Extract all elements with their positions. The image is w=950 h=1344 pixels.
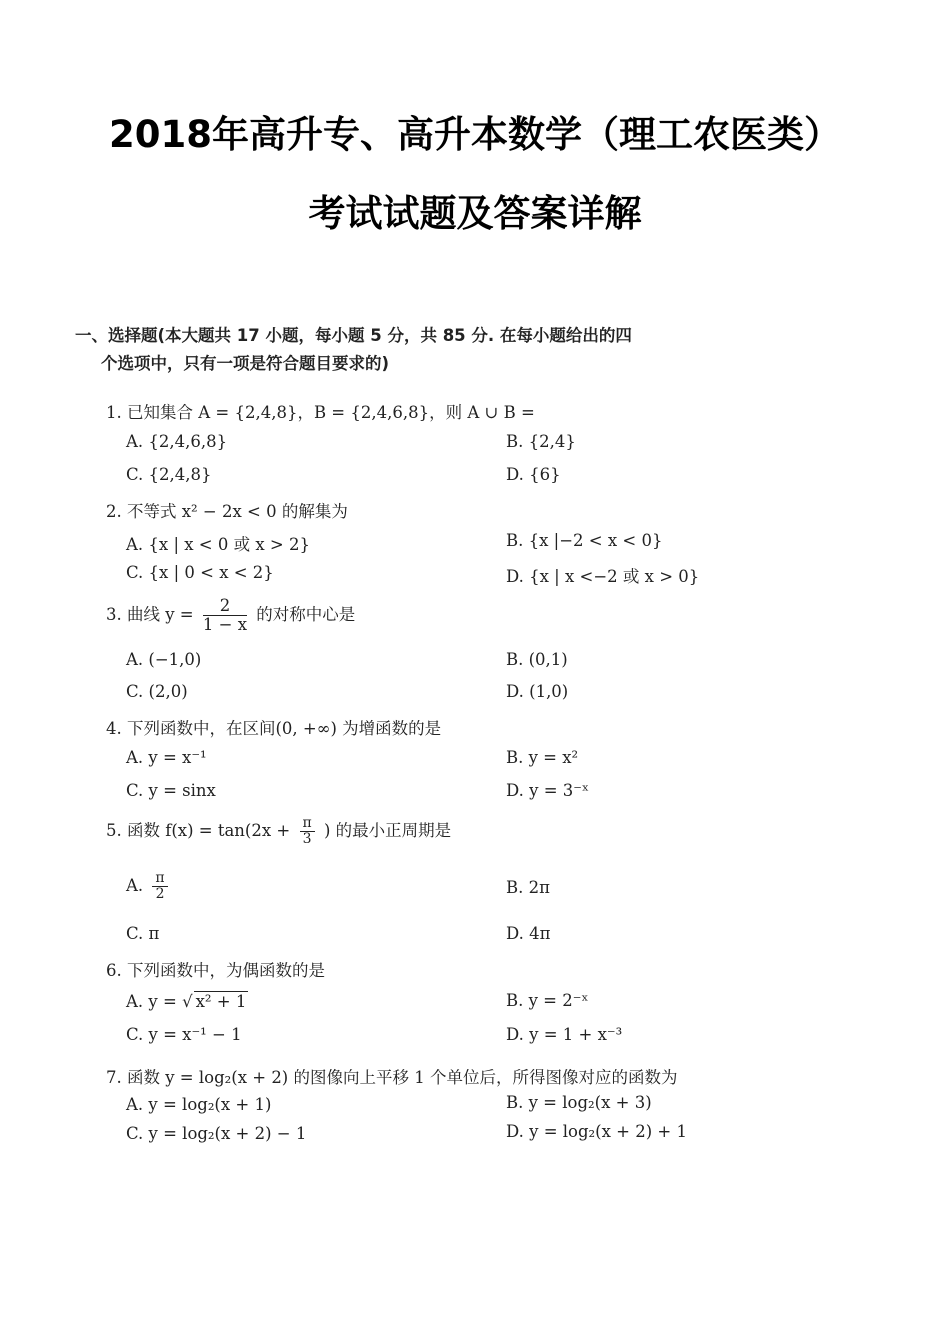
sqrt-symbol: √ — [182, 992, 193, 1011]
question-7-option-a: A. y = log₂(x + 1) — [126, 1095, 272, 1114]
question-5-option-a-fraction — [152, 871, 167, 902]
question-2-option-c: C. {x | 0 < x < 2} — [126, 563, 274, 582]
question-4-option-b: B. y = x² — [506, 748, 579, 767]
section-heading — [75, 322, 695, 378]
question-1-option-d: D. {6} — [506, 465, 561, 484]
question-6-option-b: B. y = 2⁻ˣ — [506, 991, 589, 1010]
question-7-option-d: D. y = log₂(x + 2) + 1 — [506, 1122, 687, 1141]
question-3-option-d: D. (1,0) — [506, 682, 569, 701]
question-6-option-d: D. y = 1 + x⁻³ — [506, 1025, 623, 1044]
question-5-option-b: B. 2π — [506, 878, 550, 897]
question-5-stem-suffix: ) 的最小正周期是 — [323, 821, 452, 840]
question-3-fraction-numerator: 2 — [203, 597, 247, 616]
question-6-option-a-label: A. y = — [126, 992, 177, 1011]
question-3-fraction-denominator: 1 − x — [202, 615, 247, 634]
question-5-fraction-denominator: 3 — [302, 831, 312, 847]
question-3-option-a: A. (−1,0) — [126, 650, 202, 669]
section-heading-line-1: 一、选择题(本大题共 17 小题，每小题 5 分，共 85 分. 在每小题给出的四 — [75, 326, 632, 345]
question-7-stem: 7. 函数 y = log₂(x + 2) 的图像向上平移 1 个单位后，所得图像对应的函数为 — [106, 1068, 678, 1087]
question-2-stem: 2. 不等式 x² − 2x < 0 的解集为 — [106, 502, 348, 521]
question-6-option-a-radicand: x² + 1 — [195, 992, 247, 1011]
question-5-option-a — [126, 871, 172, 902]
question-1-stem: 1. 已知集合 A = {2,4,8}，B = {2,4,6,8}，则 A ∪ B = — [106, 403, 535, 422]
question-4-option-c: C. y = sinx — [126, 781, 216, 800]
document-title-line-2: 考试试题及答案详解 — [308, 192, 642, 235]
question-3-option-c: C. (2,0) — [126, 682, 188, 701]
question-5-fraction — [300, 816, 315, 847]
question-2-option-b: B. {x |−2 < x < 0} — [506, 531, 663, 550]
document-title-line-1: 2018年高升专、高升本数学（理工农医类） — [109, 113, 841, 156]
question-6-stem: 6. 下列函数中，为偶函数的是 — [106, 961, 325, 980]
question-6-option-c: C. y = x⁻¹ − 1 — [126, 1025, 242, 1044]
question-3-stem-prefix: 3. 曲线 y = — [106, 605, 194, 624]
question-3-option-b: B. (0,1) — [506, 650, 568, 669]
question-5-option-a-denominator: 2 — [155, 886, 165, 902]
question-4-option-d: D. y = 3⁻ˣ — [506, 781, 589, 800]
question-1-option-b: B. {2,4} — [506, 432, 576, 451]
question-6-option-a — [126, 991, 248, 1011]
question-2-option-a: A. {x | x < 0 或 x > 2} — [126, 535, 310, 554]
question-5-stem-prefix: 5. 函数 f(x) = tan(2x + — [106, 821, 291, 840]
question-4-stem: 4. 下列函数中，在区间(0, +∞) 为增函数的是 — [106, 719, 442, 738]
question-1-option-c: C. {2,4,8} — [126, 465, 212, 484]
question-3-stem — [106, 597, 355, 634]
question-5-stem — [106, 816, 451, 847]
question-7-option-b: B. y = log₂(x + 3) — [506, 1093, 652, 1112]
question-5-option-a-label: A. — [126, 876, 144, 895]
question-5-option-c: C. π — [126, 924, 160, 943]
question-5-option-a-numerator: π — [152, 871, 167, 887]
section-heading-line-2: 个选项中，只有一项是符合题目要求的) — [101, 354, 390, 373]
question-5-fraction-numerator: π — [300, 816, 315, 832]
question-5-option-d: D. 4π — [506, 924, 551, 943]
question-2-option-d: D. {x | x <−2 或 x > 0} — [506, 567, 700, 586]
question-3-fraction — [203, 597, 247, 634]
question-7-option-c: C. y = log₂(x + 2) − 1 — [126, 1124, 307, 1143]
question-4-option-a: A. y = x⁻¹ — [126, 748, 207, 767]
question-3-stem-suffix: 的对称中心是 — [256, 605, 356, 624]
question-1-option-a: A. {2,4,6,8} — [126, 432, 228, 451]
